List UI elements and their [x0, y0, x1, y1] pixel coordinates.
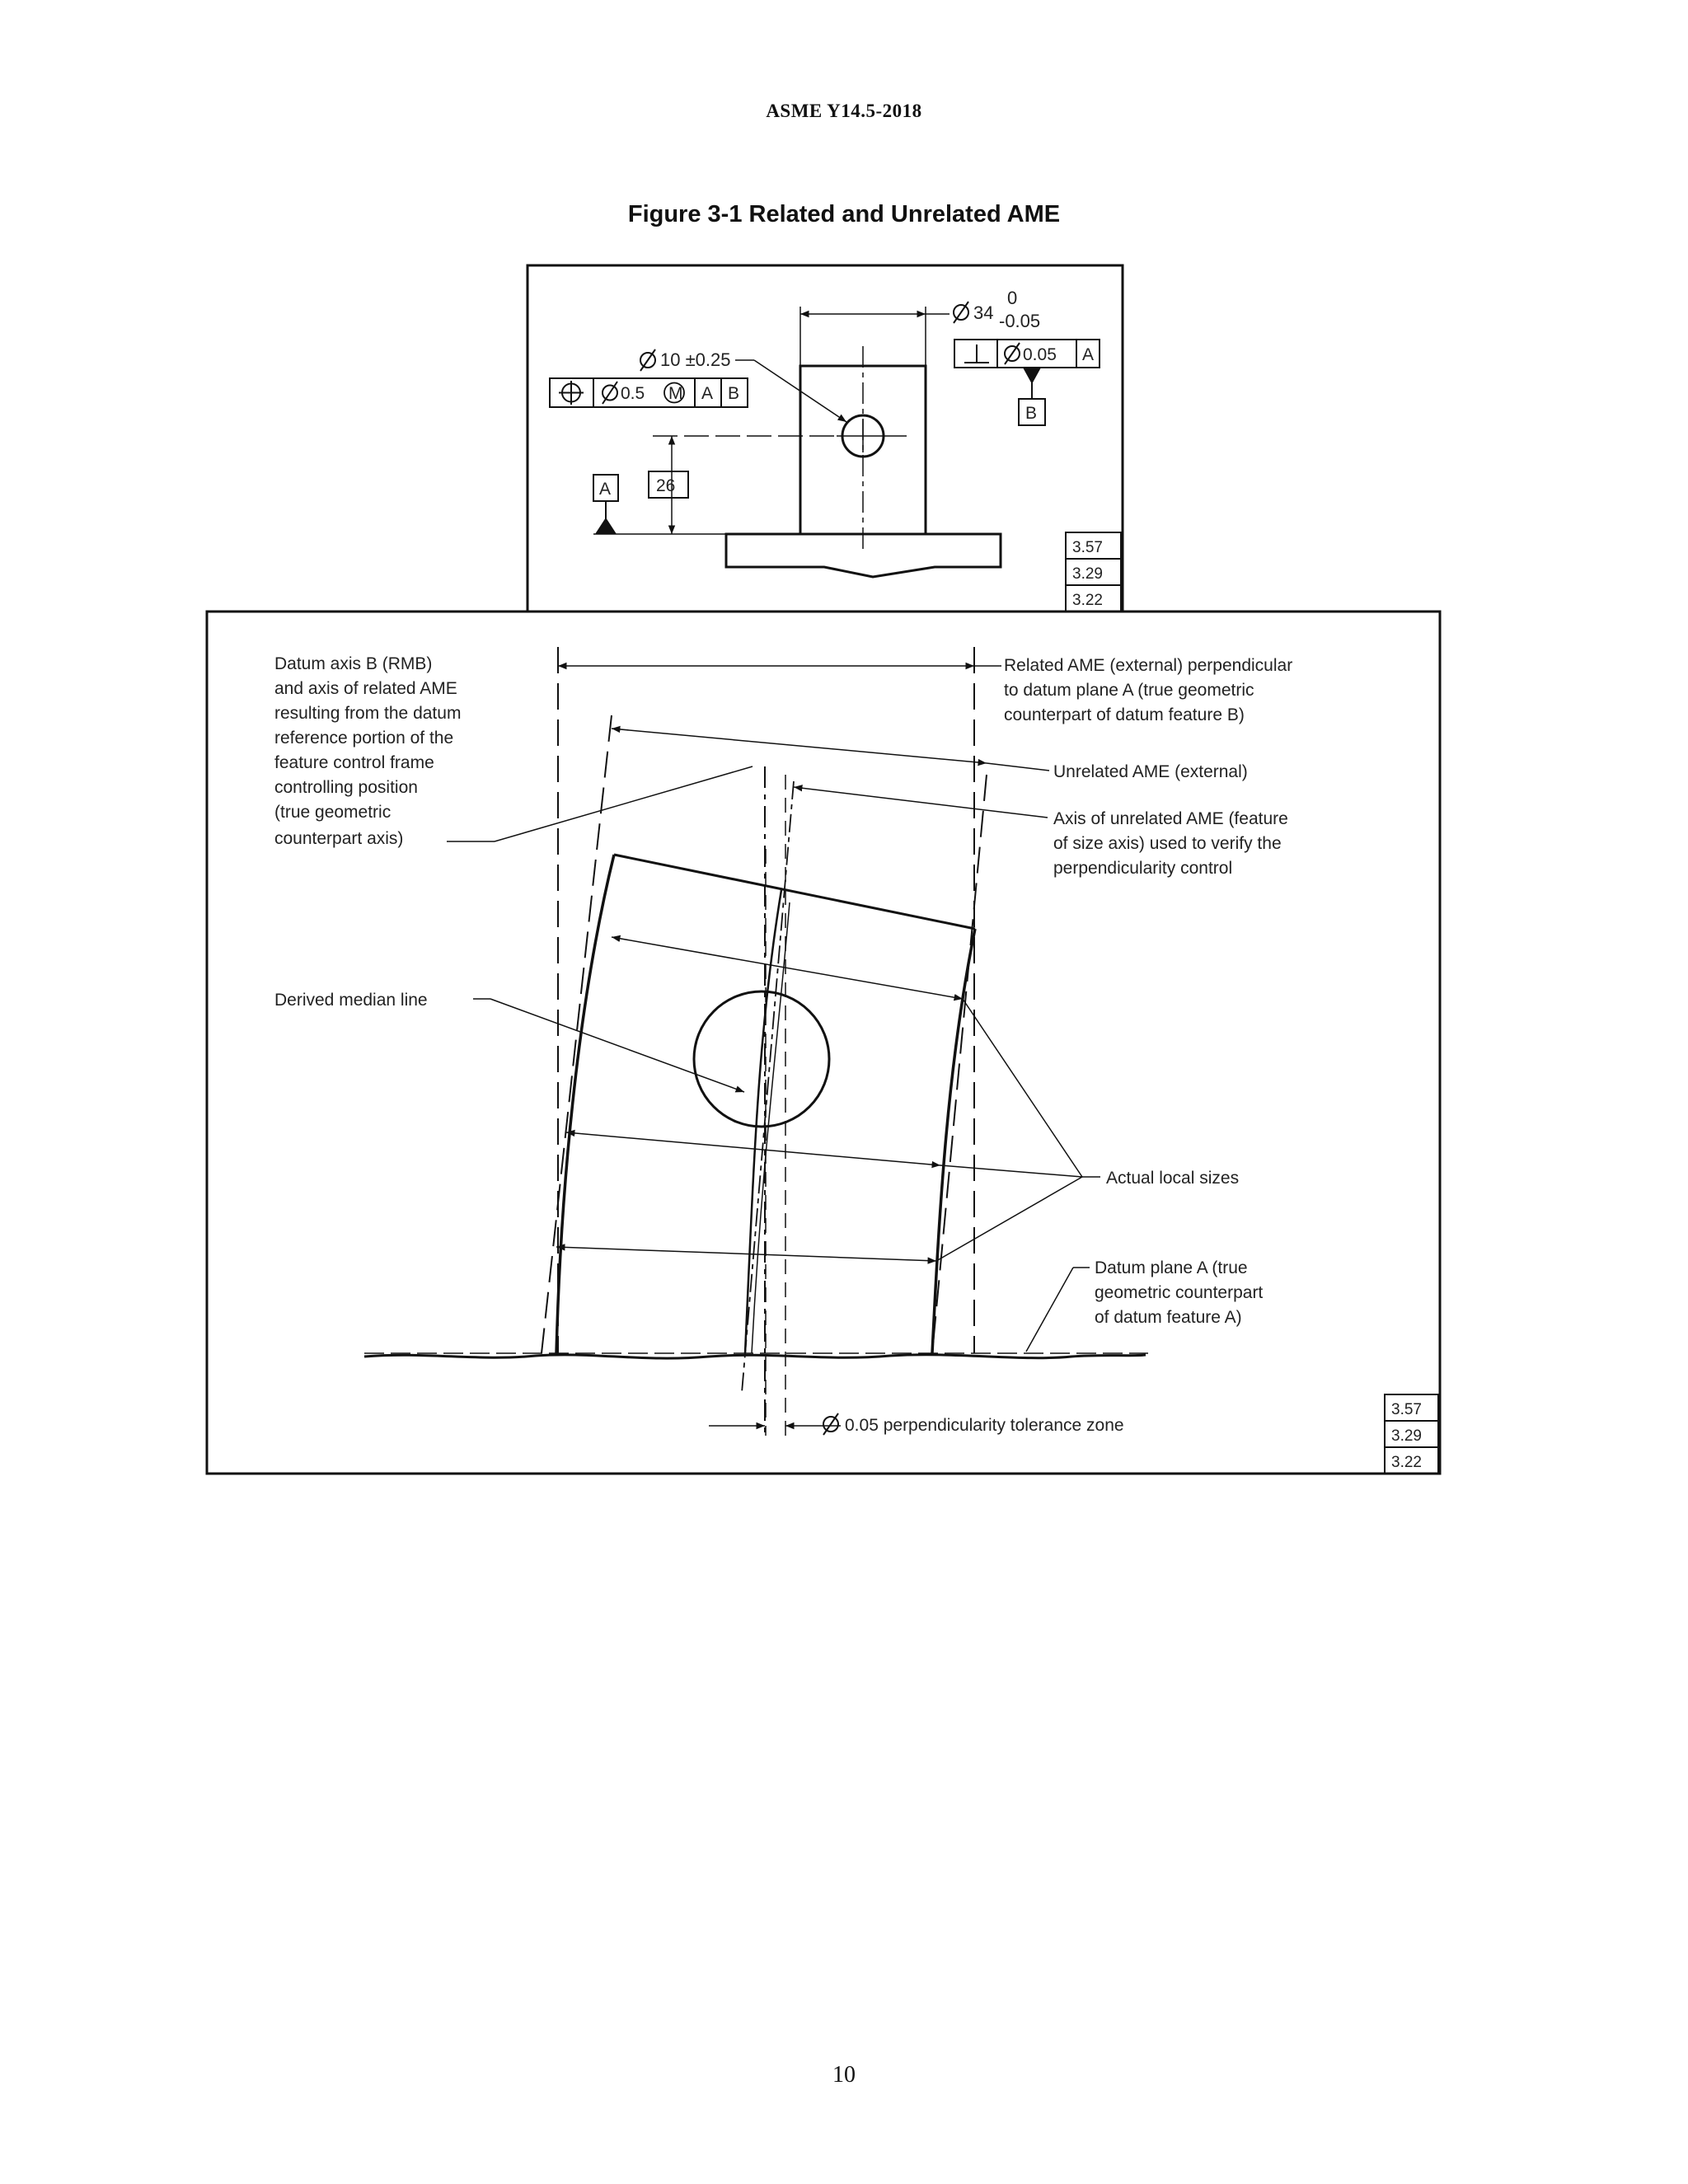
label-datum-plane-a: Datum plane A (true geometric counterpart of datum feature A)	[1095, 1258, 1264, 1327]
datum-a-label: A	[599, 480, 612, 499]
dia34-lower-tol: -0.05	[999, 311, 1041, 331]
mmc-modifier: M	[668, 384, 683, 403]
document-header: ASME Y14.5-2018	[766, 101, 922, 121]
label-unrelated-ame: Unrelated AME (external)	[1053, 762, 1248, 781]
perpendicularity-tolerance: 0.05	[1023, 345, 1057, 364]
bottom-ref-1: 3.57	[1391, 1401, 1422, 1418]
part-top-edge	[614, 855, 975, 929]
label-related-ame: Related AME (external) perpendicular to datum plane A (true geometric counterpart of datum feature B)	[1004, 656, 1293, 724]
position-datum-a: A	[701, 384, 714, 403]
top-ref-1: 3.57	[1072, 539, 1103, 556]
position-tolerance: 0.5	[621, 384, 645, 403]
height-dimension: 26	[656, 476, 676, 495]
dia34-value: 34	[973, 302, 994, 323]
ground-line	[364, 1355, 1146, 1358]
label-derived-median-line: Derived median line	[274, 991, 428, 1010]
label-tolerance-zone: 0.05 perpendicularity tolerance zone	[845, 1416, 1124, 1435]
top-ref-2: 3.29	[1072, 565, 1103, 583]
top-ref-3: 3.22	[1072, 592, 1103, 609]
datum-b-label: B	[1025, 404, 1038, 423]
figure-title: Figure 3-1 Related and Unrelated AME	[627, 201, 1061, 227]
hole-dimension: 10 ±0.25	[660, 349, 731, 370]
part-left-side	[556, 855, 614, 1353]
label-datum-axis-b: Datum axis B (RMB) and axis of related AME resulting from the datum reference portion of the feature control frame controlling position (true geometric counterpart axis)	[274, 654, 462, 848]
label-actual-local-sizes: Actual local sizes	[1106, 1169, 1240, 1188]
dia34-upper-tol: 0	[1007, 288, 1018, 308]
bottom-ref-2: 3.29	[1391, 1427, 1422, 1445]
label-axis-unrelated-ame: Axis of unrelated AME (feature of size axis) used to verify the perpendicularity control	[1053, 809, 1288, 878]
bottom-ref-3: 3.22	[1391, 1454, 1422, 1471]
perpendicularity-datum: A	[1082, 345, 1095, 364]
page-number: 10	[832, 2062, 856, 2088]
position-datum-b: B	[728, 384, 740, 403]
